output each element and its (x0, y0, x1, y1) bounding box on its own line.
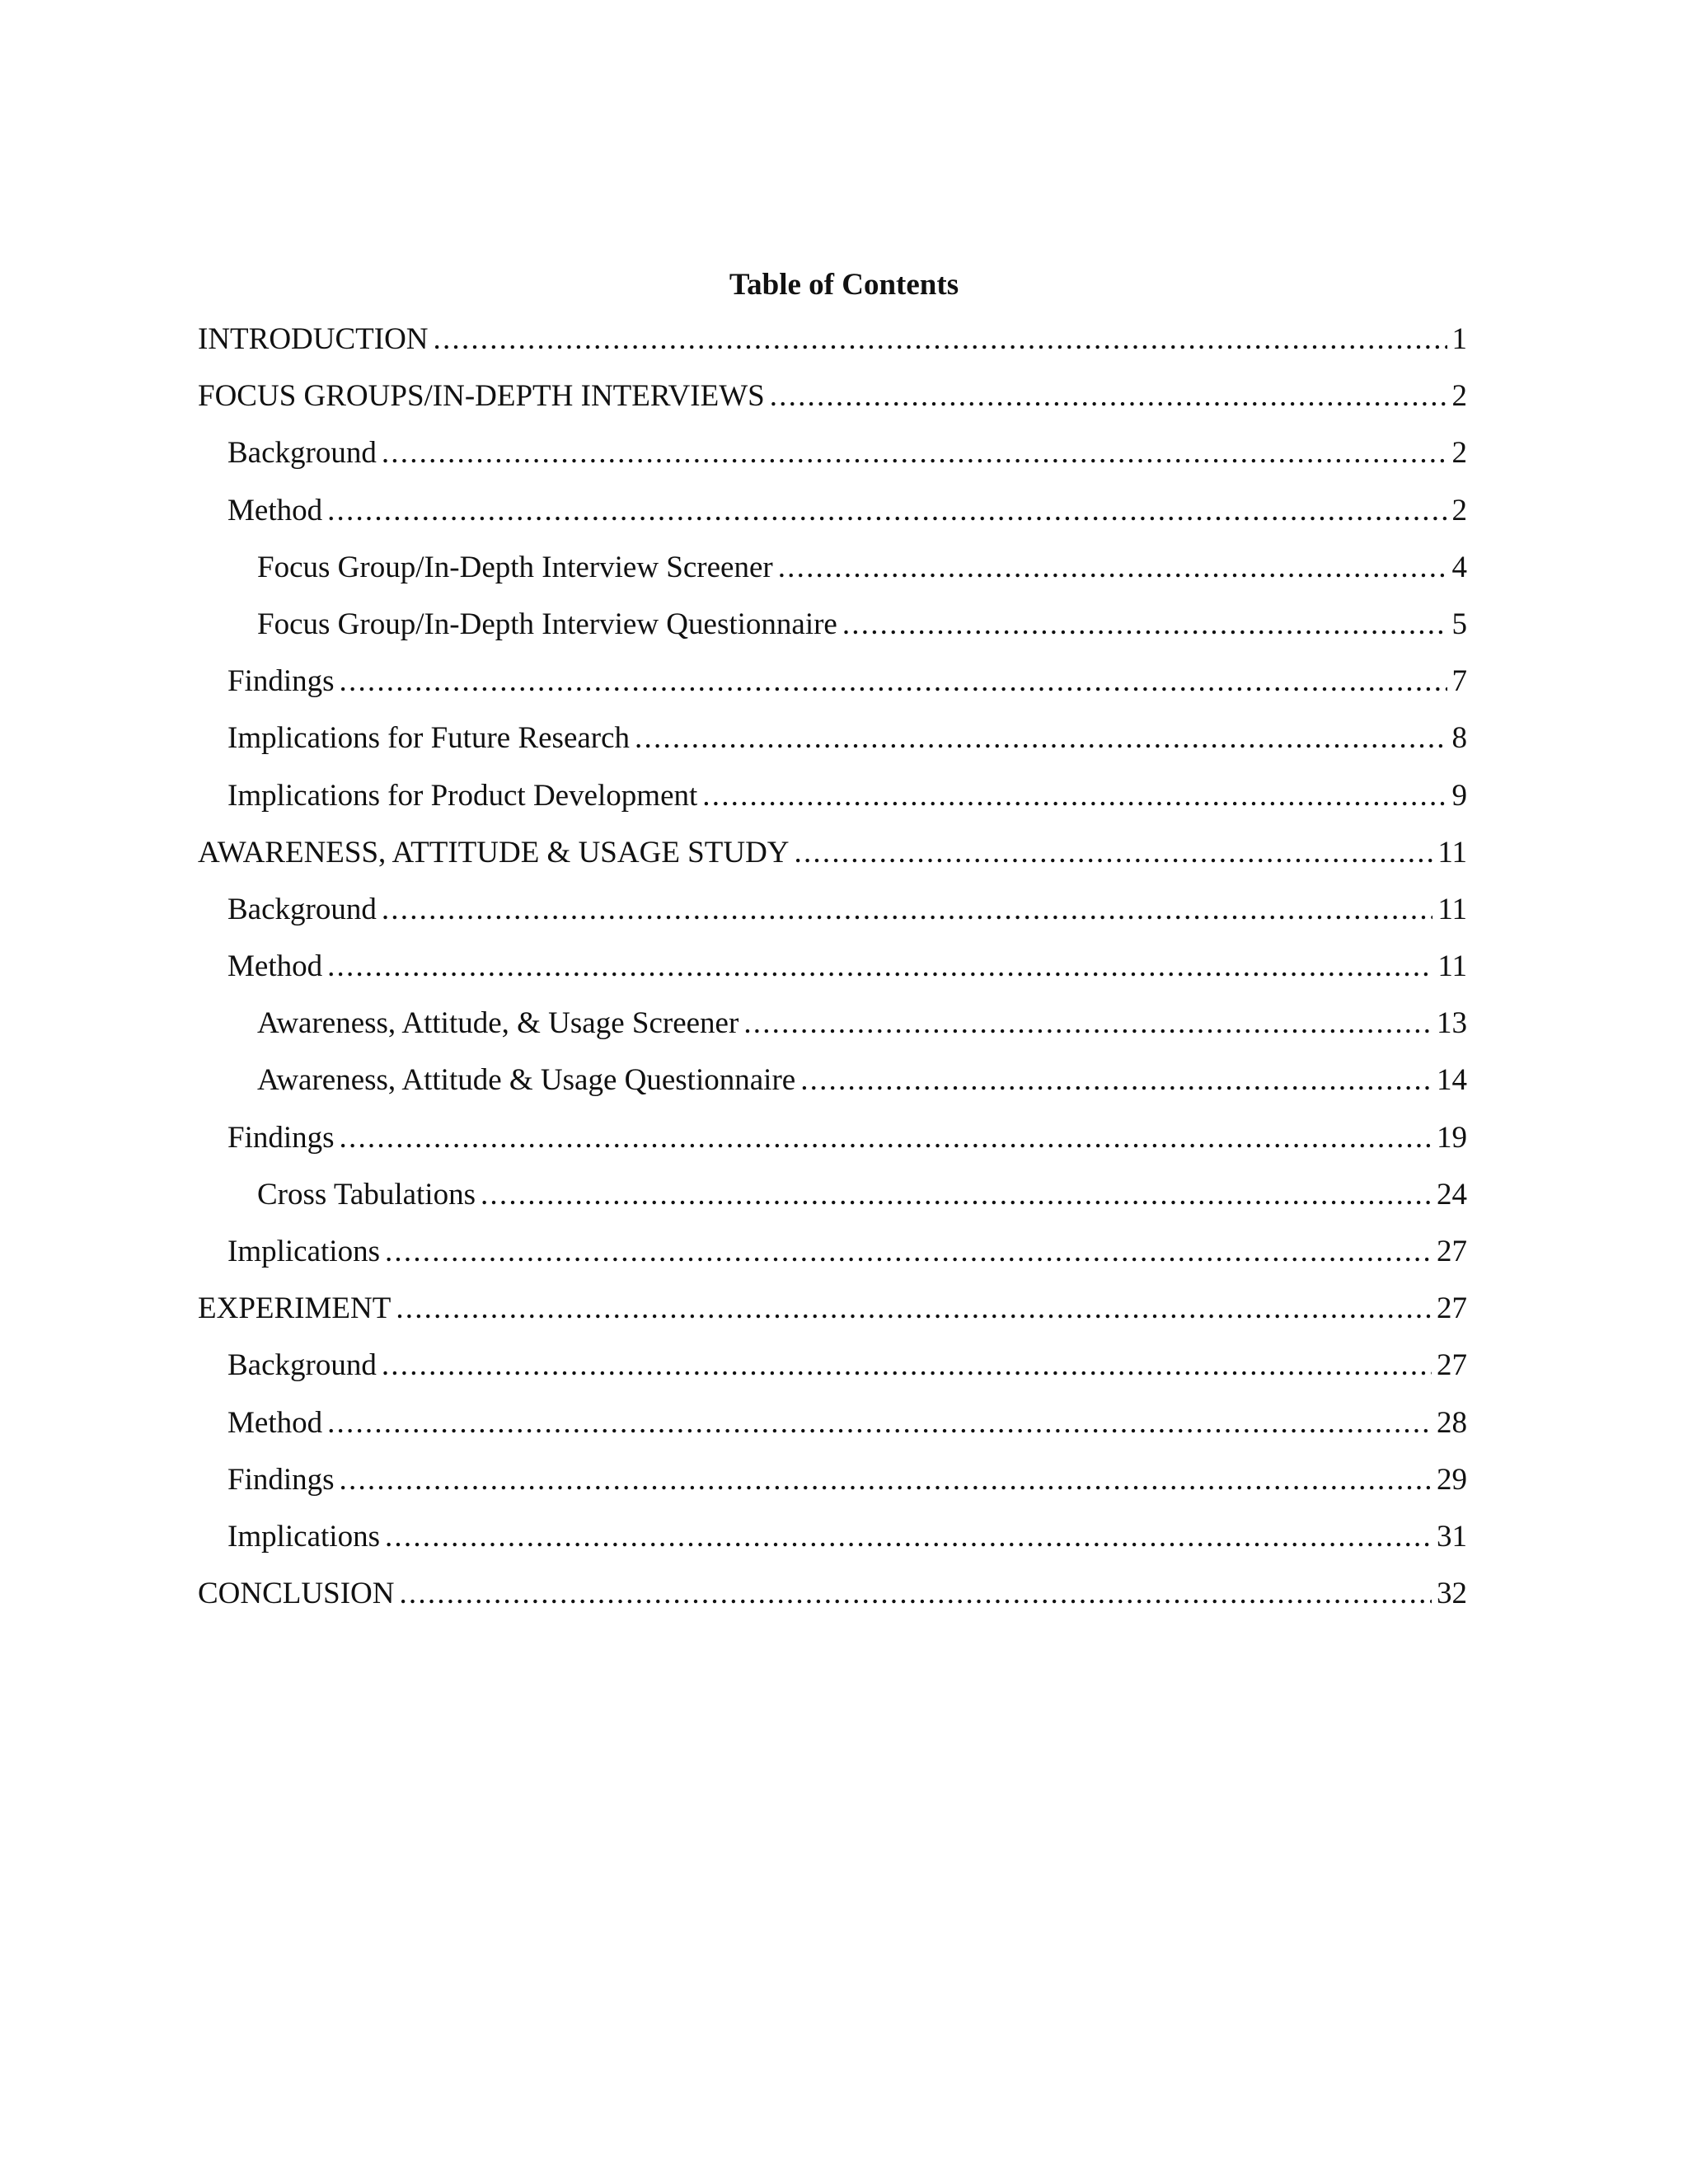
toc-dot-leader (327, 944, 1432, 990)
toc-entry-label: Focus Group/In-Depth Interview Questionnaire (257, 607, 837, 641)
toc-dot-leader (702, 773, 1447, 819)
toc-entry-label: Cross Tabulations (257, 1177, 476, 1212)
toc-entry-page-number: 4 (1451, 550, 1467, 584)
toc-dot-leader (327, 488, 1447, 534)
toc-entry[interactable] (198, 1172, 1467, 1229)
toc-entry-label: Findings (227, 664, 335, 699)
toc-entry-label: Findings (227, 1120, 335, 1155)
toc-dot-leader (327, 1400, 1432, 1446)
toc-dot-leader (481, 1172, 1432, 1218)
toc-entry-label: Background (227, 1348, 377, 1383)
toc-dot-leader (800, 1057, 1432, 1104)
toc-entry-label: Implications (227, 1235, 380, 1268)
toc-entry[interactable] (198, 715, 1467, 772)
toc-entry[interactable] (198, 1343, 1467, 1399)
toc-dot-leader (770, 373, 1447, 419)
toc-entry-label: Implications for Future Research (227, 721, 631, 756)
toc-entry-label: CONCLUSION (198, 1577, 395, 1611)
toc-entry-page-number: 24 (1437, 1177, 1467, 1212)
toc-entry[interactable] (198, 944, 1467, 1001)
toc-entry[interactable] (198, 1400, 1467, 1457)
toc-dot-leader (340, 658, 1447, 705)
toc-entry-label: Background (227, 436, 377, 471)
toc-entry-page-number: 29 (1437, 1462, 1467, 1497)
toc-dot-leader (340, 1115, 1432, 1161)
toc-entry-label: Background (227, 892, 377, 926)
toc-dot-leader (382, 1343, 1432, 1389)
toc-entry-label: Awareness, Attitude, & Usage Screener (257, 1006, 739, 1041)
toc-entry[interactable] (198, 1571, 1467, 1628)
toc-dot-leader (340, 1457, 1432, 1503)
toc-dot-leader (795, 830, 1433, 876)
toc-entry-page-number: 11 (1437, 949, 1467, 984)
toc-dot-leader (434, 316, 1447, 363)
toc-entry-page-number: 32 (1437, 1577, 1467, 1611)
toc-dot-leader (385, 1514, 1432, 1560)
toc-entry-page-number: 5 (1451, 607, 1467, 641)
toc-entry-label: Method (227, 1405, 323, 1440)
toc-entry-page-number: 2 (1451, 436, 1467, 471)
toc-entry[interactable] (198, 1115, 1467, 1172)
toc-entry-label: Implications for Product Development (227, 778, 698, 813)
toc-entry[interactable] (198, 773, 1467, 830)
toc-title: Table of Contents (729, 268, 959, 302)
toc-entry[interactable] (198, 488, 1467, 545)
toc-entry[interactable] (198, 1514, 1467, 1571)
toc-entry-label: Awareness, Attitude & Usage Questionnaire (257, 1063, 796, 1098)
toc-entry-page-number: 1 (1451, 322, 1467, 356)
toc-dot-leader (382, 430, 1447, 476)
toc-entry-label: Method (227, 493, 323, 527)
toc-entry-page-number: 19 (1437, 1120, 1467, 1155)
toc-entry-label: AWARENESS, ATTITUDE & USAGE STUDY (198, 835, 790, 869)
toc-entry[interactable] (198, 430, 1467, 487)
toc-entry-page-number: 8 (1451, 721, 1467, 756)
toc-entry-page-number: 11 (1437, 835, 1467, 869)
toc-entry[interactable] (198, 316, 1467, 373)
toc-entry[interactable] (198, 1001, 1467, 1057)
toc-entry[interactable] (198, 830, 1467, 887)
toc-entry-page-number: 13 (1437, 1006, 1467, 1041)
toc-entry-page-number: 14 (1437, 1063, 1467, 1098)
toc-entry-page-number: 27 (1437, 1348, 1467, 1383)
toc-entry-label: EXPERIMENT (198, 1291, 392, 1326)
toc-dot-leader (778, 545, 1447, 591)
toc-dot-leader (743, 1001, 1432, 1047)
toc-entry-page-number: 27 (1437, 1291, 1467, 1326)
toc-entry[interactable] (198, 887, 1467, 944)
toc-entry-page-number: 28 (1437, 1405, 1467, 1440)
toc-entry[interactable] (198, 1457, 1467, 1514)
toc-entry[interactable] (198, 545, 1467, 602)
toc-entry-page-number: 9 (1451, 778, 1467, 813)
toc-entry[interactable] (198, 373, 1467, 430)
toc-entry[interactable] (198, 1057, 1467, 1114)
toc-entry[interactable] (198, 1286, 1467, 1343)
toc-entry-label: Implications (227, 1519, 380, 1554)
toc-entry-label: Focus Group/In-Depth Interview Screener (257, 550, 773, 584)
toc-dot-leader (396, 1286, 1432, 1332)
toc-list (198, 316, 1467, 1628)
toc-entry-page-number: 2 (1451, 379, 1467, 414)
toc-entry-label: INTRODUCTION (198, 322, 429, 356)
toc-entry-page-number: 11 (1437, 892, 1467, 926)
toc-dot-leader (399, 1571, 1432, 1617)
toc-entry-label: Method (227, 949, 323, 984)
toc-dot-leader (385, 1229, 1432, 1275)
toc-entry-page-number: 27 (1437, 1235, 1467, 1268)
toc-entry[interactable] (198, 1229, 1467, 1286)
toc-entry[interactable] (198, 602, 1467, 658)
toc-dot-leader (635, 715, 1447, 762)
toc-entry-label: FOCUS GROUPS/IN-DEPTH INTERVIEWS (198, 379, 765, 414)
toc-entry-page-number: 31 (1437, 1519, 1467, 1554)
toc-entry-label: Findings (227, 1462, 335, 1497)
toc-dot-leader (382, 887, 1433, 933)
toc-entry-page-number: 2 (1451, 493, 1467, 527)
toc-entry[interactable] (198, 658, 1467, 715)
toc-entry-page-number: 7 (1451, 664, 1467, 699)
toc-dot-leader (842, 602, 1447, 648)
